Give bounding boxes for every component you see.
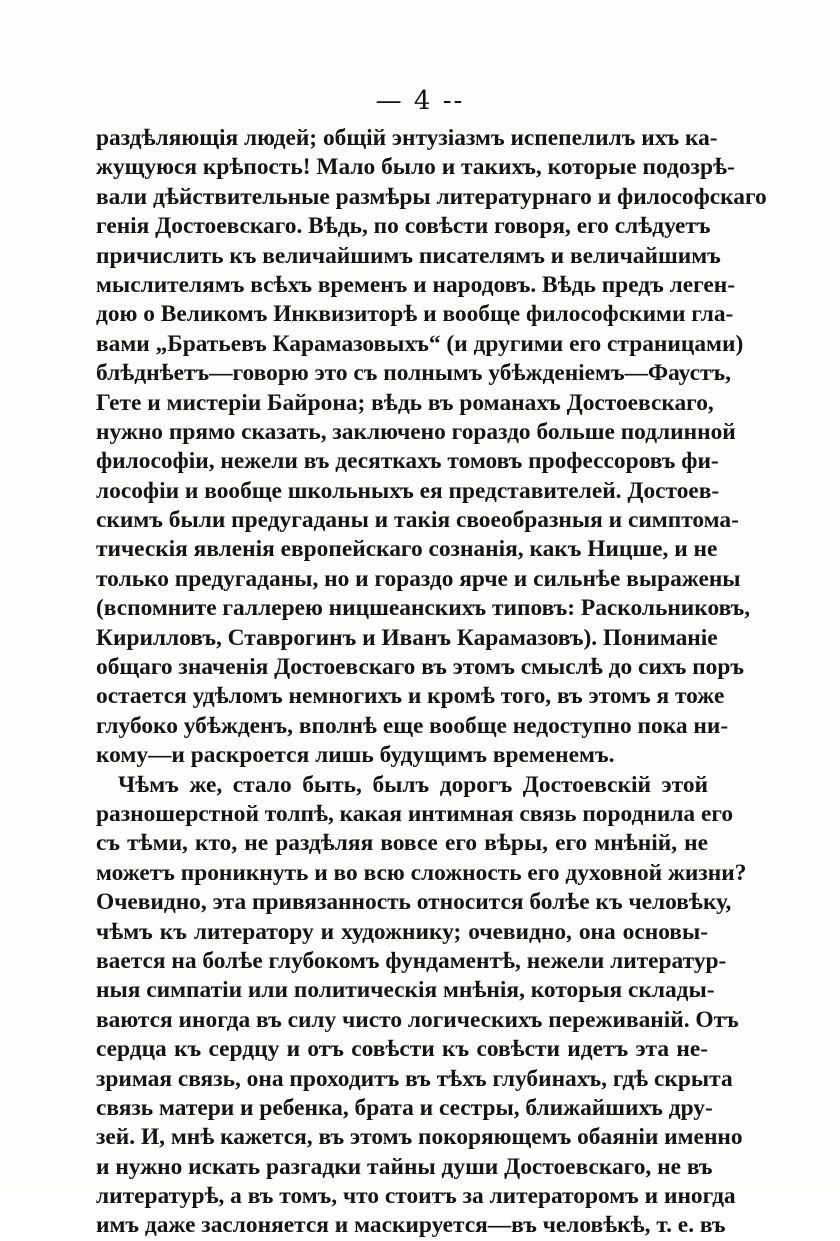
text-line: общаго значенія Достоевскаго въ этомъ смыслѣ до сихъ поръ (96, 654, 745, 681)
text-line: раздѣляющія людей; общій энтузіазмъ испепелилъ ихъ ка- (96, 125, 718, 151)
page-number: — 4 -- (375, 86, 465, 116)
text-line: имъ даже заслоняется и маскируется—въ человѣкѣ, т. е. въ (96, 1212, 726, 1239)
text-line: скимъ были предугаданы и такія своеобразныя и симптома- (96, 507, 739, 534)
text-line: блѣднѣетъ—говорю это съ полнымъ убѣжденіемъ—Фаустъ, (96, 360, 731, 387)
text-line: генія Достоевскаго. Вѣдь, по совѣсти говоря, его слѣдуетъ (96, 213, 711, 240)
text-line: Очевидно, эта привязанность относится болѣе къ человѣку, (96, 889, 732, 916)
text-line: лософіи и вообще школьныхъ ея представителей. Достоев- (96, 477, 720, 504)
text-line: глубоко убѣжденъ, вполнѣ еще вообще недоступно пока ни- (96, 712, 729, 739)
text-line: сердца къ сердцу и отъ совѣсти къ совѣсти идетъ эта не- (96, 1036, 708, 1063)
text-line: Кирилловъ, Ставрогинъ и Иванъ Карамазовъ). Пониманіе (96, 624, 718, 651)
text-line: нужно прямо сказать, заключено гораздо больше подлинной (96, 418, 736, 445)
text-line: остается удѣломъ немногихъ и кромѣ того, въ этомъ я тоже (96, 683, 725, 710)
text-line: зей. И, мнѣ кажется, въ этомъ покоряющемъ обаяніи именно (96, 1124, 743, 1151)
body-text (96, 124, 767, 1241)
text-line: дою о Великомъ Инквизиторѣ и вообще философскими гла- (96, 301, 734, 328)
text-line: и нужно искать разгадки тайны души Достоевскаго, не въ (96, 1153, 713, 1180)
text-line: тическія явленія европейскаго сознанія, какъ Ницше, и не (96, 536, 718, 563)
text-line: причислить къ величайшимъ писателямъ и величайшимъ (96, 242, 721, 269)
text-line: вали дѣйствительные размѣры литературнаго и философскаго (96, 183, 767, 210)
text-line: философіи, нежели въ десяткахъ томовъ профессоровъ фи- (96, 448, 719, 475)
text-line: ныя симпатіи или политическія мнѣнія, которыя склады- (96, 977, 715, 1004)
text-line: вается на болѣе глубокомъ фундаментѣ, нежели литератур- (96, 947, 727, 974)
text-line: (вспомните галлерею ницшеанскихъ типовъ: Раскольниковъ, (96, 595, 751, 622)
text-line: Гете и мистеріи Байрона; вѣдь въ романахъ Достоевскаго, (96, 389, 714, 416)
text-line: только предугаданы, но и гораздо ярче и сильнѣе выражены (96, 565, 741, 592)
text-line: зримая связь, она проходитъ въ тѣхъ глубинахъ, гдѣ скрыта (96, 1065, 733, 1092)
text-line: связь матери и ребенка, брата и сестры, ближайшихъ дру- (96, 1094, 713, 1121)
text-line: мыслителямъ всѣхъ временъ и народовъ. Вѣдь предъ леген- (96, 271, 736, 298)
text-line: разношерстной толпѣ, какая интимная связь породнила его (96, 800, 734, 827)
text-line: Чѣмъ же, стало быть, былъ дорогъ Достоевскій этой (118, 771, 708, 798)
text-line: чѣмъ къ литератору и художнику; очевидно, она основы- (96, 918, 708, 945)
text-line: ваются иногда въ силу чисто логическихъ переживаній. Отъ (96, 1006, 739, 1033)
text-line: литературѣ, а въ томъ, что стоитъ за литераторомъ и иногда (96, 1183, 736, 1210)
text-line: жущуюся крѣпость! Мало было и такихъ, которые подозрѣ- (96, 154, 735, 181)
text-line: съ тѣми, кто, не раздѣляя вовсе его вѣры, его мнѣній, не (96, 830, 708, 857)
text-line: кому—и раскроется лишь будущимъ временемъ. (96, 742, 615, 769)
text-line: вами „Братьевъ Карамазовыхъ“ (и другими его страницами) (96, 330, 744, 357)
text-line: можетъ проникнуть и во всю сложность его духовной жизни? (96, 859, 747, 886)
